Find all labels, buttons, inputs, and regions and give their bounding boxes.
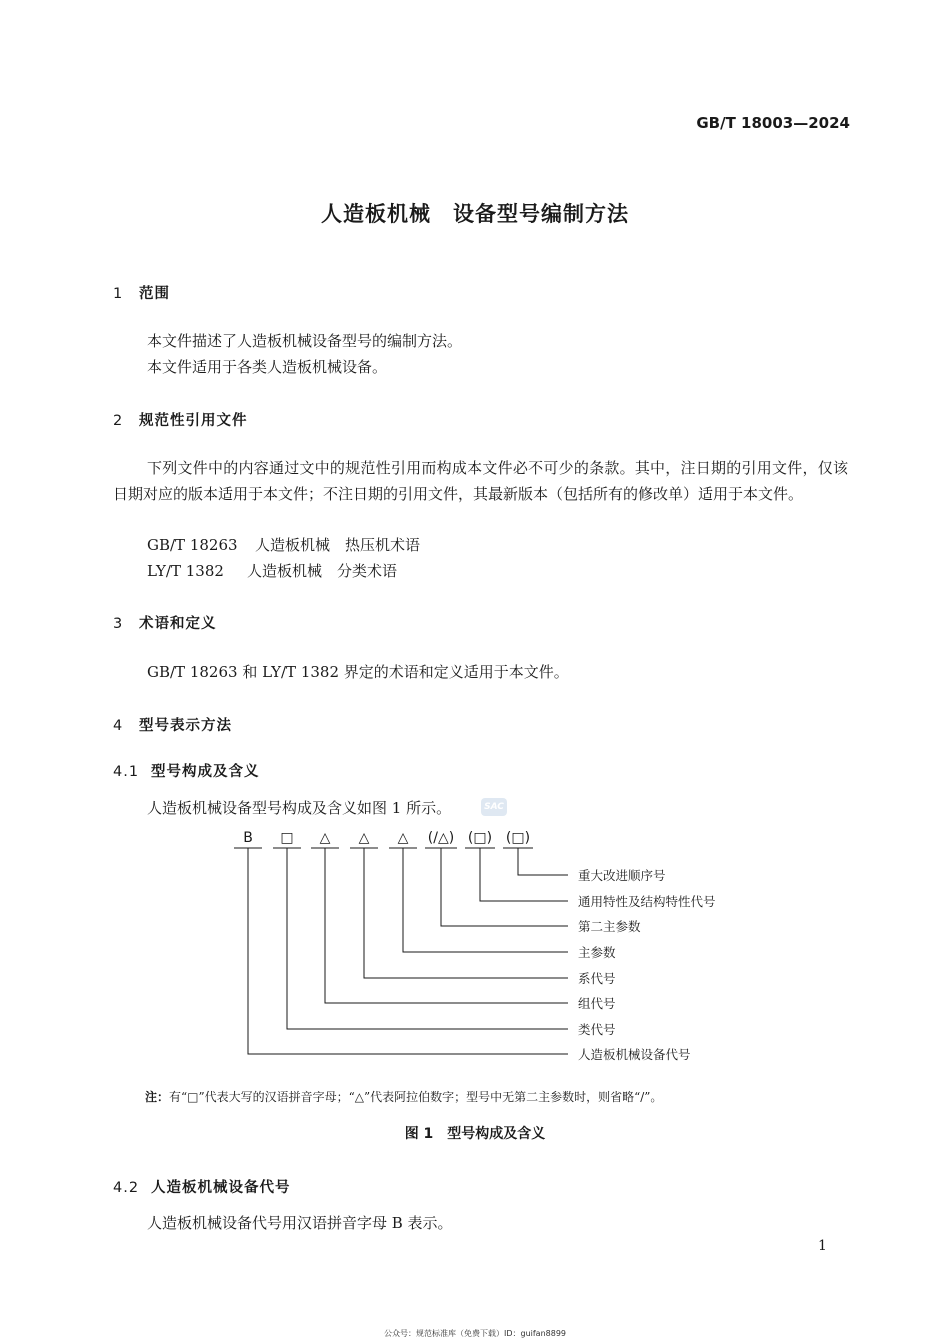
section-number: 4.2 [113,1180,140,1196]
section-4-2-paragraph: 人造板机械设备代号用汉语拼音字母 B 表示。 [147,1214,453,1232]
section-number: 1 [113,286,124,302]
section-title: 规范性引用文件 [139,413,248,429]
section-number: 3 [113,616,124,632]
section-number: 2 [113,413,124,429]
normative-reference-1 [147,532,420,558]
reference-name: 人造板机械 分类术语 [247,562,398,580]
label-second-param: 第二主参数 [578,919,641,934]
section-2-paragraph: 下列文件中的内容通过文中的规范性引用而构成本文件必不可少的条款。其中，注日期的引用文件，仅该日期对应的版本适用于本文件；不注日期的引用文件，其最新版本（包括所有的修改单）适用于本文件。 [113,459,848,503]
section-4-heading [113,714,232,735]
normative-reference-2 [147,558,397,584]
note-prefix: 注： [145,1090,170,1104]
reference-code: GB/T 18263 [147,536,238,554]
reference-name: 人造板机械 热压机术语 [255,536,421,554]
label-series-code: 系代号 [578,971,616,986]
section-number: 4.1 [113,764,140,780]
leader-line [403,848,568,952]
section-1-heading [113,282,170,303]
symbol-series-digit: △ [319,830,331,846]
reference-code: LY/T 1382 [147,562,224,580]
section-3-paragraph: GB/T 18263 和 LY/T 1382 界定的术语和定义适用于本文件。 [147,663,569,681]
section-4-1-paragraph: 人造板机械设备型号构成及含义如图 1 所示。 [147,799,452,817]
leader-line [518,848,568,875]
section-1-para-2: 本文件适用于各类人造板机械设备。 [147,358,388,376]
leader-line [364,848,568,978]
symbol-second-param: (/△) [427,830,455,846]
section-4-1-heading [113,760,260,781]
symbol-group-letter: □ [280,830,294,846]
sac-watermark-logo: SAC [481,798,507,816]
document-title: 人造板机械 设备型号编制方法 [321,202,629,226]
figure-caption: 图 1 型号构成及含义 [404,1126,546,1142]
note-text: 有“□”代表大写的汉语拼音字母；“△”代表阿拉伯数字；型号中无第二主参数时，则省略“/”。 [169,1090,663,1104]
section-title: 术语和定义 [139,616,217,632]
label-equipment-code: 人造板机械设备代号 [578,1047,691,1062]
section-title: 型号构成及含义 [151,764,260,780]
symbol-main-param: △ [358,830,370,846]
section-title: 人造板机械设备代号 [151,1180,291,1196]
section-title: 型号表示方法 [139,718,232,734]
standard-number: GB/T 18003—2024 [696,114,850,132]
label-main-param: 主参数 [578,945,616,960]
leader-line [441,848,568,926]
label-characteristic-code: 通用特性及结构特性代号 [578,894,716,909]
leader-line [248,848,568,1054]
symbol-improvement-no: (□) [505,830,531,846]
figure-note [145,1088,662,1105]
section-number: 4 [113,718,124,734]
section-2-heading [113,409,248,430]
symbol-characteristic-code: (□) [467,830,493,846]
section-4-2-heading [113,1176,291,1197]
model-structure-diagram [0,820,950,1070]
section-1-para-1: 本文件描述了人造板机械设备型号的编制方法。 [147,332,463,350]
footer-text: 公众号：规范标准库（免费下载）ID：guifan8899 [383,1329,567,1338]
label-class-code: 类代号 [578,1022,616,1037]
symbol-main-param-2: △ [397,830,409,846]
section-title: 范围 [139,286,170,302]
label-group-code: 组代号 [578,996,616,1011]
page-number: 1 [818,1238,827,1254]
symbol-class-letter: B [243,830,253,846]
section-3-heading [113,612,217,633]
label-improvement-no: 重大改进顺序号 [578,868,666,883]
